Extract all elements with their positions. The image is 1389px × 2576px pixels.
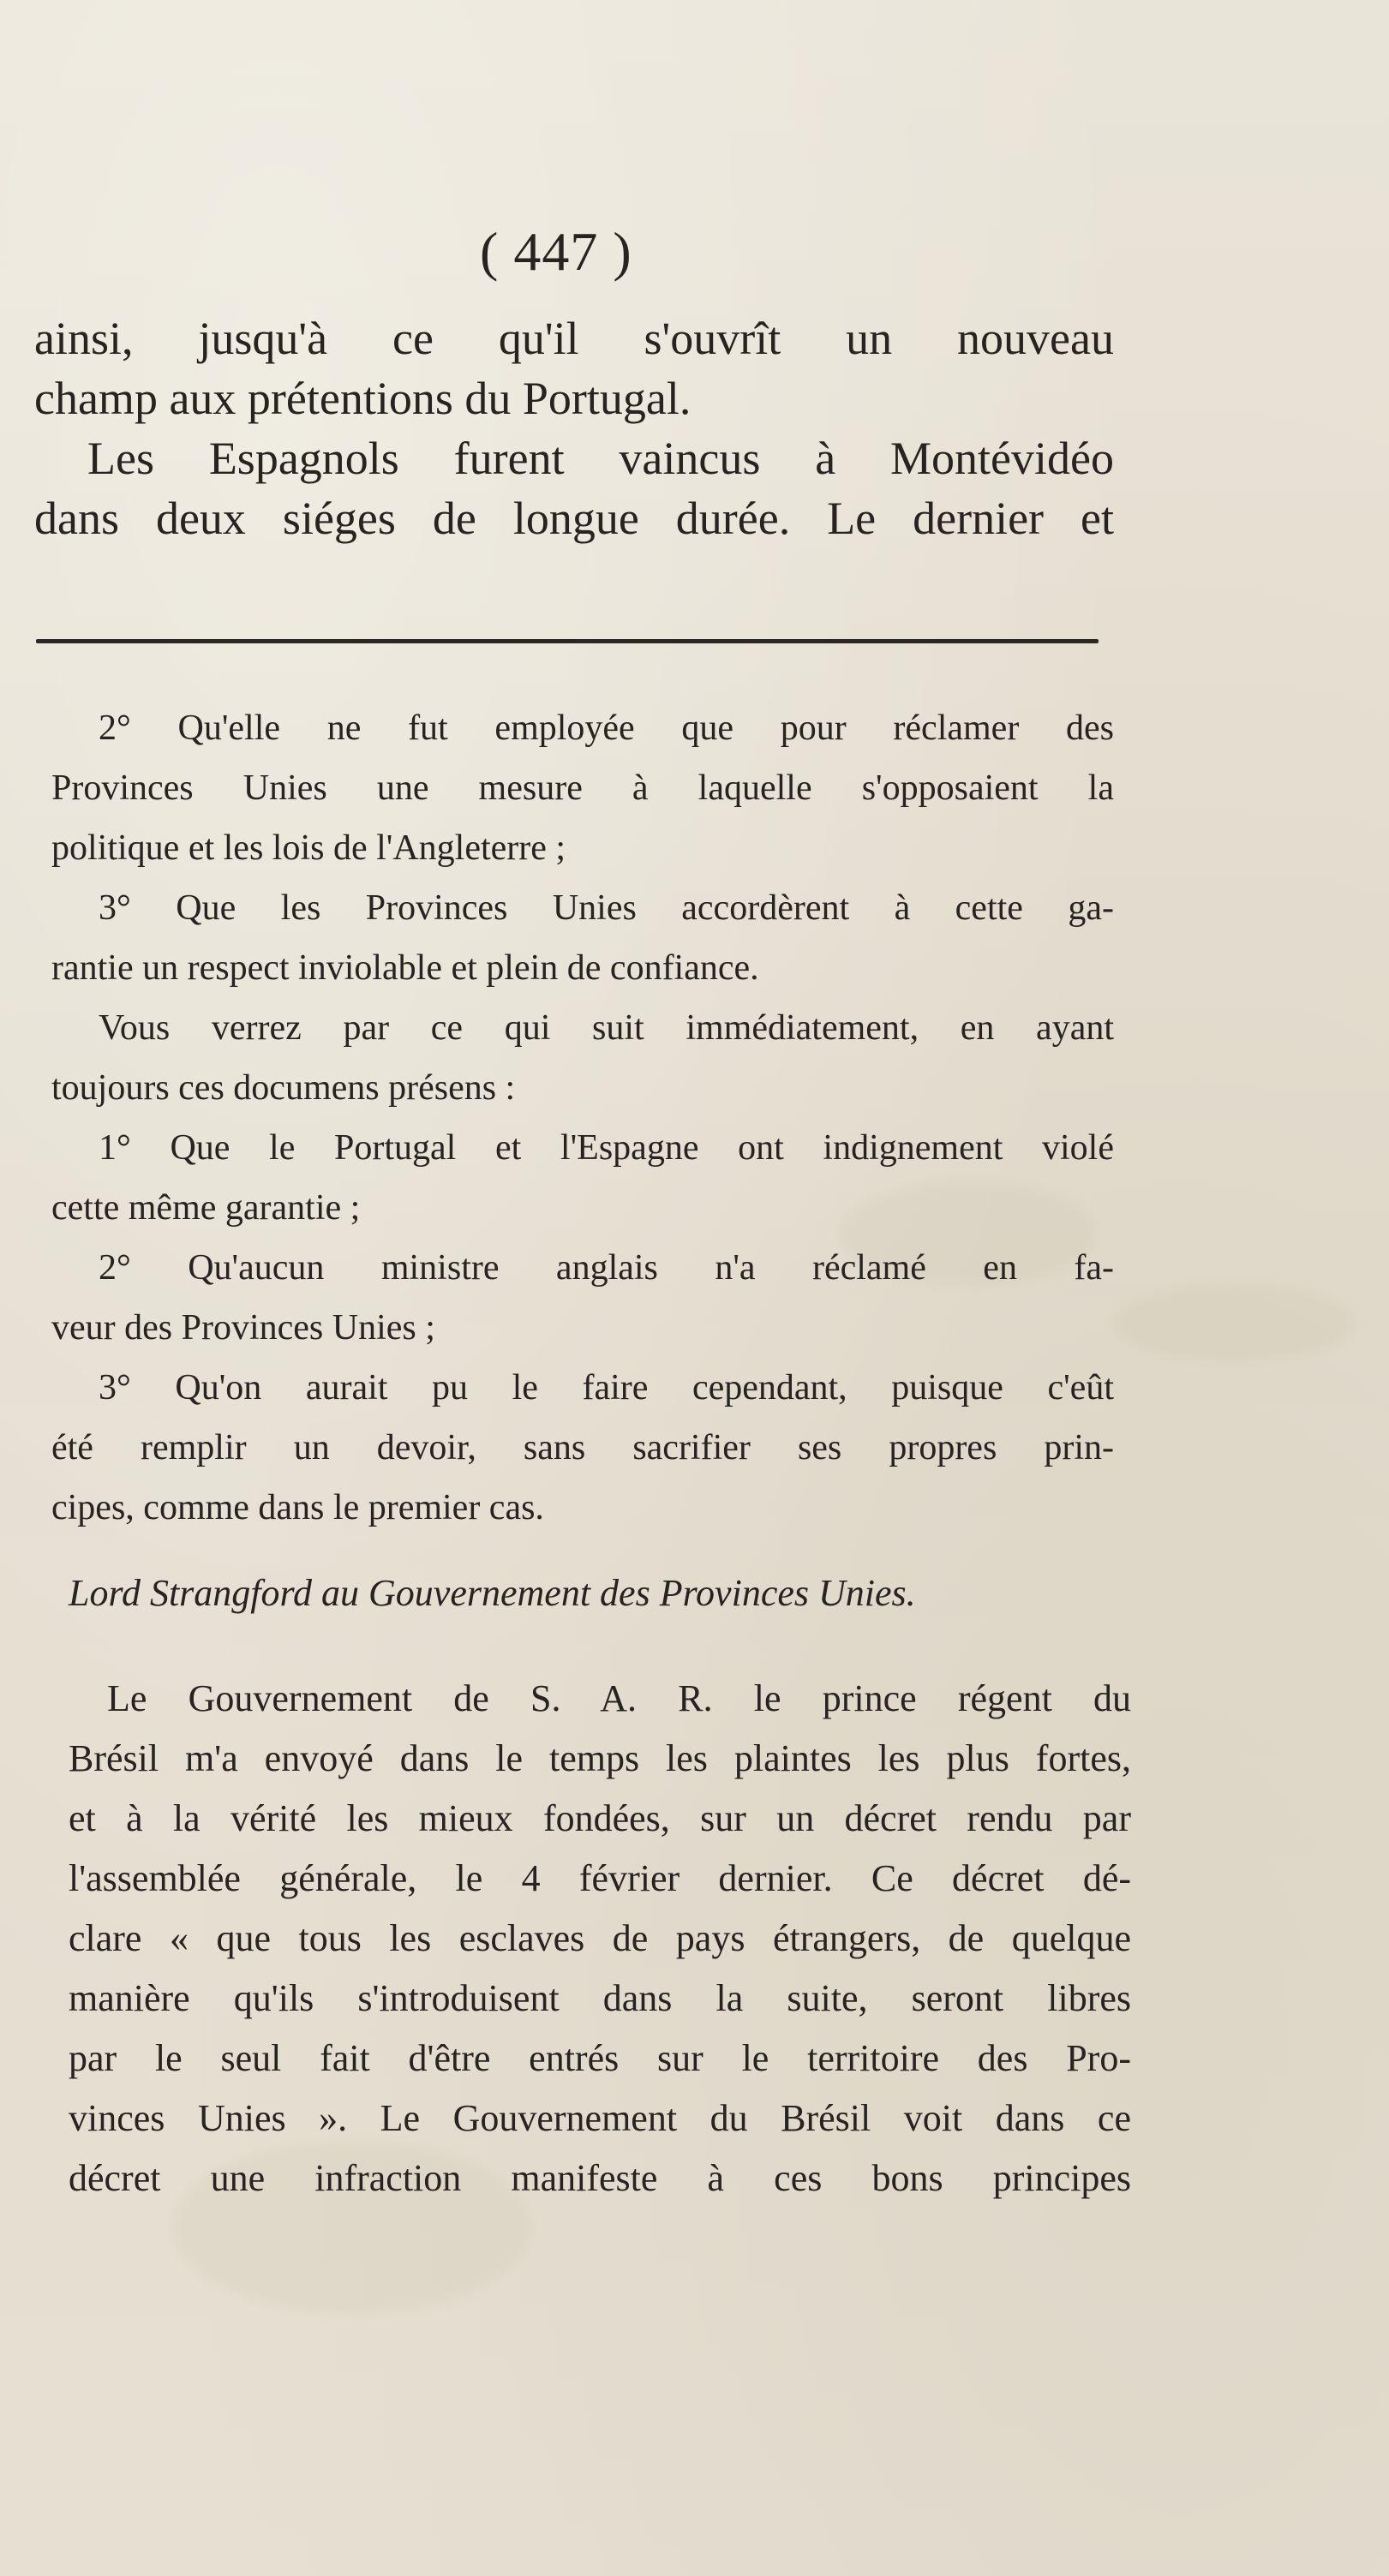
note-line: 2° Qu'aucun ministre anglais n'a réclamé en fa-	[99, 1248, 1114, 1288]
main-line: ainsi, jusqu'à ce qu'il s'ouvrît un nouveau	[34, 313, 1114, 364]
paper-stain	[1114, 1285, 1354, 1362]
note-line: toujours ces documens présens :	[51, 1068, 516, 1108]
letter-line: Le Gouvernement de S. A. R. le prince régent du	[107, 1677, 1131, 1719]
note-line: 3° Qu'on aurait pu le faire cependant, puisque c'eût	[99, 1368, 1114, 1408]
letter-heading: Lord Strangford au Gouvernement des Provinces Unies.	[69, 1572, 916, 1614]
note-line: rantie un respect inviolable et plein de confiance.	[51, 948, 759, 988]
note-line: Provinces Unies une mesure à laquelle s'opposaient la	[51, 768, 1114, 808]
note-line: veur des Provinces Unies ;	[51, 1308, 435, 1348]
note-line: 3° Que les Provinces Unies accordèrent à cette ga-	[99, 888, 1114, 928]
main-line: Les Espagnols furent vaincus à Montévidéo	[87, 433, 1114, 484]
letter-text	[69, 1669, 1131, 2208]
main-text	[34, 308, 1114, 548]
page-number: ( 447 )	[480, 221, 632, 282]
note-line: 2° Qu'elle ne fut employée que pour réclamer des	[99, 708, 1114, 748]
letter-line: Brésil m'a envoyé dans le temps les plaintes les plus fortes,	[69, 1737, 1131, 1779]
note-line: été remplir un devoir, sans sacrifier ses propres prin-	[51, 1428, 1114, 1467]
footnote-divider	[36, 639, 1099, 643]
letter-line: par le seul fait d'être entrés sur le territoire des Pro-	[69, 2037, 1131, 2079]
main-line: champ aux prétentions du Portugal.	[34, 373, 692, 424]
letter-line: clare « que tous les esclaves de pays étrangers, de quelque	[69, 1917, 1131, 1959]
letter-line: et à la vérité les mieux fondées, sur un décret rendu par	[69, 1797, 1131, 1839]
letter-line: décret une infraction manifeste à ces bons principes	[69, 2157, 1131, 2199]
letter-line: manière qu'ils s'introduisent dans la suite, seront libres	[69, 1977, 1131, 2019]
note-line: Vous verrez par ce qui suit immédiatement, en ayant	[99, 1008, 1114, 1048]
note-line: politique et les lois de l'Angleterre ;	[51, 828, 566, 868]
note-line: 1° Que le Portugal et l'Espagne ont indignement violé	[99, 1128, 1114, 1168]
main-line: dans deux siéges de longue durée. Le dernier et	[34, 493, 1114, 544]
letter-line: l'assemblée générale, le 4 février dernier. Ce décret dé-	[69, 1857, 1131, 1899]
letter-line: vinces Unies ». Le Gouvernement du Brésil voit dans ce	[69, 2097, 1131, 2139]
note-line: cette même garantie ;	[51, 1188, 361, 1228]
note-line: cipes, comme dans le premier cas.	[51, 1488, 544, 1527]
footnote-text	[51, 698, 1114, 1538]
